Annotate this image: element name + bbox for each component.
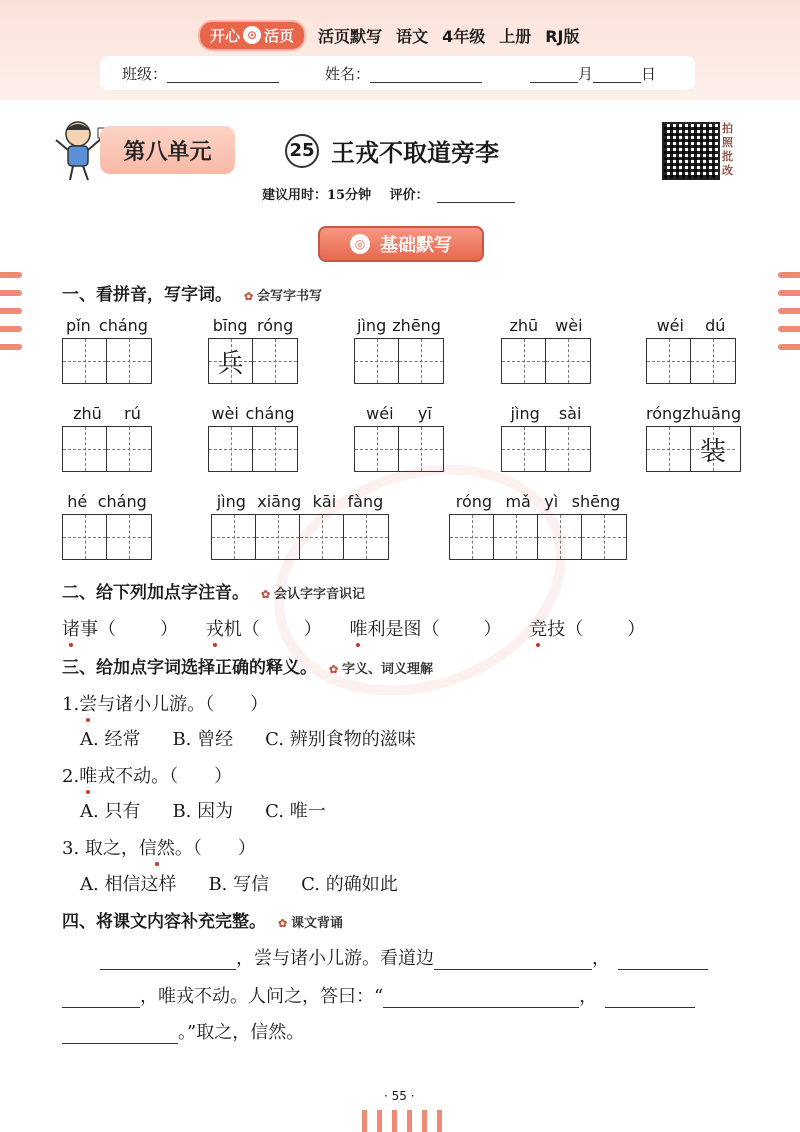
q2-dotted-char: 戎 xyxy=(206,615,224,641)
writing-boxes xyxy=(208,338,298,384)
q2-item: 竞技（ ） xyxy=(529,619,645,640)
q3-question-2 xyxy=(62,762,232,788)
pinyin-label xyxy=(354,404,444,426)
pinyin-label xyxy=(62,316,152,338)
q1-hint: ✿ 会写字书写 xyxy=(244,285,322,304)
option-c[interactable]: C. 的确如此 xyxy=(301,874,398,895)
pinyin-syllable: cháng xyxy=(98,316,148,335)
writing-box[interactable] xyxy=(63,427,107,471)
day-field[interactable] xyxy=(593,64,641,83)
evaluation-label: 评价： xyxy=(389,188,429,203)
writing-box[interactable] xyxy=(300,515,344,559)
header-top xyxy=(200,20,580,50)
q1-title: 一、看拼音，写字词。 xyxy=(62,285,232,305)
section-banner xyxy=(318,226,484,262)
brand-logo xyxy=(200,22,304,49)
lesson-title xyxy=(285,133,499,168)
writing-boxes xyxy=(354,426,444,472)
option-c[interactable]: C. 唯一 xyxy=(265,801,326,822)
q3-q3-dotted: 信然 xyxy=(139,834,175,860)
option-a[interactable]: A. 相信这样 xyxy=(80,874,177,895)
pinyin-word xyxy=(208,404,298,472)
pinyin-syllable: zhū xyxy=(73,404,102,423)
pinyin-syllable: xiāng xyxy=(257,492,302,511)
student-info-bar xyxy=(100,56,695,90)
q4-blank-2[interactable] xyxy=(434,949,592,970)
subject-label: 语文 xyxy=(396,26,429,46)
q2-item: 诸事（ ） xyxy=(62,619,178,640)
left-edge-stripes xyxy=(0,272,22,362)
pinyin-syllable: jìng xyxy=(216,492,246,511)
writing-box[interactable] xyxy=(450,515,494,559)
q2-item: 唯利是图（ ） xyxy=(349,619,501,640)
q2-answer-slot[interactable] xyxy=(439,621,483,641)
q3-question-1 xyxy=(62,690,268,716)
option-b[interactable]: B. 曾经 xyxy=(172,729,234,750)
pinyin-label xyxy=(208,404,298,426)
qr-caption: 拍照批改 xyxy=(722,122,733,177)
name-field[interactable] xyxy=(370,64,482,83)
writing-boxes xyxy=(501,338,591,384)
pinyin-syllable: bīng xyxy=(212,316,248,335)
brand-text-left: 开心 xyxy=(210,26,241,45)
q4-blank-5[interactable] xyxy=(383,987,579,1008)
grade-label: 4年级 xyxy=(442,26,486,46)
writing-box[interactable] xyxy=(647,339,691,383)
q2-hint: ✿ 会认字字音识记 xyxy=(261,583,365,602)
unit-badge: 第八单元 xyxy=(100,126,235,174)
writing-boxes xyxy=(62,426,152,472)
q4-line-1 xyxy=(100,944,708,970)
q3-q1-text: 与诸小儿游。（ ） xyxy=(97,694,269,715)
lesson-title-text: 王戎不取道旁李 xyxy=(331,139,499,167)
q3-q2-number: 2. xyxy=(62,766,80,787)
pinyin-syllable: rú xyxy=(124,404,141,423)
writing-box[interactable] xyxy=(546,427,590,471)
writing-box-char: 兵 xyxy=(217,348,244,379)
q4-line-2 xyxy=(62,982,695,1008)
q2-title: 二、给下列加点字注音。 xyxy=(62,583,249,603)
month-field[interactable] xyxy=(530,64,578,83)
writing-box[interactable] xyxy=(107,339,151,383)
q3-q2-dotted: 唯 xyxy=(79,762,97,788)
q4-text-2a: ，唯戎不动。人问之，答曰：“ xyxy=(140,986,384,1007)
q3-hint: ✿ 字义、词义理解 xyxy=(329,658,433,677)
writing-box[interactable] xyxy=(209,427,253,471)
option-b[interactable]: B. 因为 xyxy=(172,801,234,822)
q3-q2-text: 戎不动。（ ） xyxy=(97,766,233,787)
pinyin-syllable: pǐn xyxy=(66,316,91,335)
writing-box[interactable] xyxy=(107,427,151,471)
swirl-icon: ⊙ xyxy=(243,26,261,44)
pinyin-syllable: dú xyxy=(705,316,726,335)
pinyin-syllable: fàng xyxy=(347,492,384,511)
pinyin-word xyxy=(646,316,736,384)
q4-title: 四、将课文内容补充完整。 xyxy=(62,912,266,932)
q2-dotted-char: 唯 xyxy=(349,615,367,641)
q3-heading xyxy=(62,653,433,678)
writing-box[interactable] xyxy=(647,427,691,471)
q2-heading xyxy=(62,578,365,603)
pinyin-word xyxy=(62,492,152,560)
pinyin-syllable: shēng xyxy=(571,492,621,511)
pinyin-word xyxy=(62,404,152,472)
writing-boxes xyxy=(646,426,741,472)
pinyin-word xyxy=(354,404,444,472)
writing-box[interactable] xyxy=(212,515,256,559)
pinyin-syllable: wéi xyxy=(656,316,684,335)
magnifier-icon: ◎ xyxy=(350,234,370,254)
pinyin-label xyxy=(62,492,152,514)
pinyin-syllable: zhuāng xyxy=(682,404,742,423)
pinyin-label xyxy=(449,492,627,514)
pinyin-syllable: wèi xyxy=(555,316,583,335)
pinyin-label xyxy=(501,404,591,426)
writing-box[interactable] xyxy=(344,515,388,559)
pinyin-syllable: hé xyxy=(67,492,88,511)
q2-dotted-char: 诸 xyxy=(62,615,80,641)
writing-box[interactable] xyxy=(256,515,300,559)
pinyin-syllable: róng xyxy=(455,492,493,511)
pinyin-syllable: cháng xyxy=(245,404,295,423)
pinyin-word xyxy=(354,316,444,384)
page-number: · 55 · xyxy=(384,1089,415,1103)
q2-dotted-char: 竞 xyxy=(529,615,547,641)
option-a[interactable]: A. 经常 xyxy=(80,729,141,750)
option-a[interactable]: A. 只有 xyxy=(80,801,141,822)
time-evaluation-line xyxy=(262,184,515,203)
pinyin-label xyxy=(501,316,591,338)
pinyin-syllable: wéi xyxy=(366,404,394,423)
edition-label: RJ版 xyxy=(545,26,580,46)
writing-box[interactable] xyxy=(502,427,546,471)
pinyin-syllable: kāi xyxy=(312,492,337,511)
pinyin-syllable: jìng xyxy=(510,404,540,423)
writing-box[interactable] xyxy=(63,515,107,559)
brand-text-right: 活页 xyxy=(264,26,295,45)
class-field[interactable] xyxy=(167,64,279,83)
bottom-bars xyxy=(362,1110,442,1132)
day-label: 日 xyxy=(641,64,657,83)
q2-answer-slot[interactable] xyxy=(583,621,627,641)
pinyin-syllable: wèi xyxy=(211,404,239,423)
class-label: 班级： xyxy=(122,64,168,83)
writing-boxes xyxy=(354,338,444,384)
writing-boxes xyxy=(208,426,298,472)
pinyin-syllable: yī xyxy=(417,404,432,423)
q4-blank-3[interactable] xyxy=(618,949,708,970)
q1-heading xyxy=(62,280,322,305)
q4-text-3: 。”取之，信然。 xyxy=(178,1022,305,1043)
writing-box-char: 装 xyxy=(699,436,726,467)
pinyin-syllable: yì xyxy=(544,492,559,511)
q4-text-1b: ， xyxy=(592,948,610,969)
writing-box[interactable] xyxy=(546,339,590,383)
q3-q1-options xyxy=(80,725,448,751)
month-label: 月 xyxy=(578,64,594,83)
q3-q1-number: 1. xyxy=(62,694,80,715)
pinyin-word xyxy=(501,316,591,384)
pinyin-syllable: cháng xyxy=(97,492,147,511)
q3-q1-dotted: 尝 xyxy=(79,690,97,716)
pinyin-syllable: róng xyxy=(646,404,683,423)
q3-q2-options xyxy=(80,797,358,823)
section-banner-text: 基础默写 xyxy=(380,235,452,256)
q3-q3-number: 3. 取之， xyxy=(62,838,139,859)
pinyin-syllable: róng xyxy=(256,316,294,335)
q4-blank-7[interactable] xyxy=(62,1023,178,1044)
pinyin-syllable: zhū xyxy=(509,316,539,335)
name-label: 姓名： xyxy=(325,64,371,83)
series-label: 活页默写 xyxy=(318,26,383,46)
pinyin-word xyxy=(208,316,298,384)
writing-boxes xyxy=(62,514,152,560)
q4-text-2b: ， xyxy=(579,986,598,1007)
pinyin-word xyxy=(646,404,741,472)
pinyin-label xyxy=(211,492,389,514)
writing-boxes xyxy=(449,514,627,560)
writing-box[interactable] xyxy=(399,427,443,471)
pinyin-syllable: mǎ xyxy=(505,492,531,511)
q4-heading xyxy=(62,907,343,932)
q3-question-3 xyxy=(62,834,256,860)
writing-box[interactable] xyxy=(63,339,107,383)
q2-item: 戎机（ ） xyxy=(206,619,322,640)
pinyin-syllable: sài xyxy=(558,404,582,423)
writing-box[interactable] xyxy=(253,427,297,471)
q2-items xyxy=(62,615,645,641)
pinyin-word xyxy=(501,404,591,472)
writing-box[interactable] xyxy=(355,339,399,383)
pinyin-syllable: jìng xyxy=(357,316,387,335)
suggested-time: 建议用时：15分钟 xyxy=(262,188,372,203)
q4-line-3 xyxy=(62,1018,304,1044)
pinyin-label xyxy=(354,316,444,338)
writing-box[interactable] xyxy=(355,427,399,471)
q3-q3-options xyxy=(80,870,430,896)
q4-hint: ✿ 课文背诵 xyxy=(278,912,343,931)
writing-box[interactable] xyxy=(209,339,253,383)
writing-box[interactable] xyxy=(253,339,297,383)
writing-boxes xyxy=(62,338,152,384)
qr-code-icon[interactable] xyxy=(662,122,720,180)
right-edge-stripes xyxy=(778,272,800,362)
q4-blank-4[interactable] xyxy=(62,987,140,1008)
q2-answer-slot[interactable] xyxy=(260,621,304,641)
writing-boxes xyxy=(211,514,389,560)
writing-box[interactable] xyxy=(691,339,735,383)
option-c[interactable]: C. 辨别食物的滋味 xyxy=(265,729,416,750)
q3-title: 三、给加点字词选择正确的释义。 xyxy=(62,658,317,678)
q4-blank-1[interactable] xyxy=(100,949,236,970)
lesson-number: 25 xyxy=(285,134,319,168)
writing-box[interactable] xyxy=(691,427,735,471)
writing-box[interactable] xyxy=(502,339,546,383)
pinyin-label xyxy=(646,316,736,338)
writing-box[interactable] xyxy=(582,515,626,559)
pinyin-word xyxy=(211,492,389,560)
pinyin-label xyxy=(646,404,741,426)
pinyin-word xyxy=(62,316,152,384)
q2-answer-slot[interactable] xyxy=(116,621,160,641)
writing-box[interactable] xyxy=(399,339,443,383)
pinyin-label xyxy=(208,316,298,338)
q4-blank-6[interactable] xyxy=(605,987,695,1008)
evaluation-field[interactable] xyxy=(437,188,515,203)
option-b[interactable]: B. 写信 xyxy=(208,874,270,895)
pinyin-syllable: zhēng xyxy=(392,316,441,335)
writing-box[interactable] xyxy=(107,515,151,559)
writing-boxes xyxy=(646,338,736,384)
q4-text-1a: ，尝与诸小儿游。看道边 xyxy=(236,948,434,969)
volume-label: 上册 xyxy=(499,26,532,46)
writing-box[interactable] xyxy=(494,515,538,559)
pinyin-label xyxy=(62,404,152,426)
writing-boxes xyxy=(501,426,591,472)
writing-box[interactable] xyxy=(538,515,582,559)
q3-q3-text: 。（ ） xyxy=(174,838,256,859)
pinyin-word xyxy=(449,492,627,560)
mascot-icon xyxy=(48,118,108,182)
